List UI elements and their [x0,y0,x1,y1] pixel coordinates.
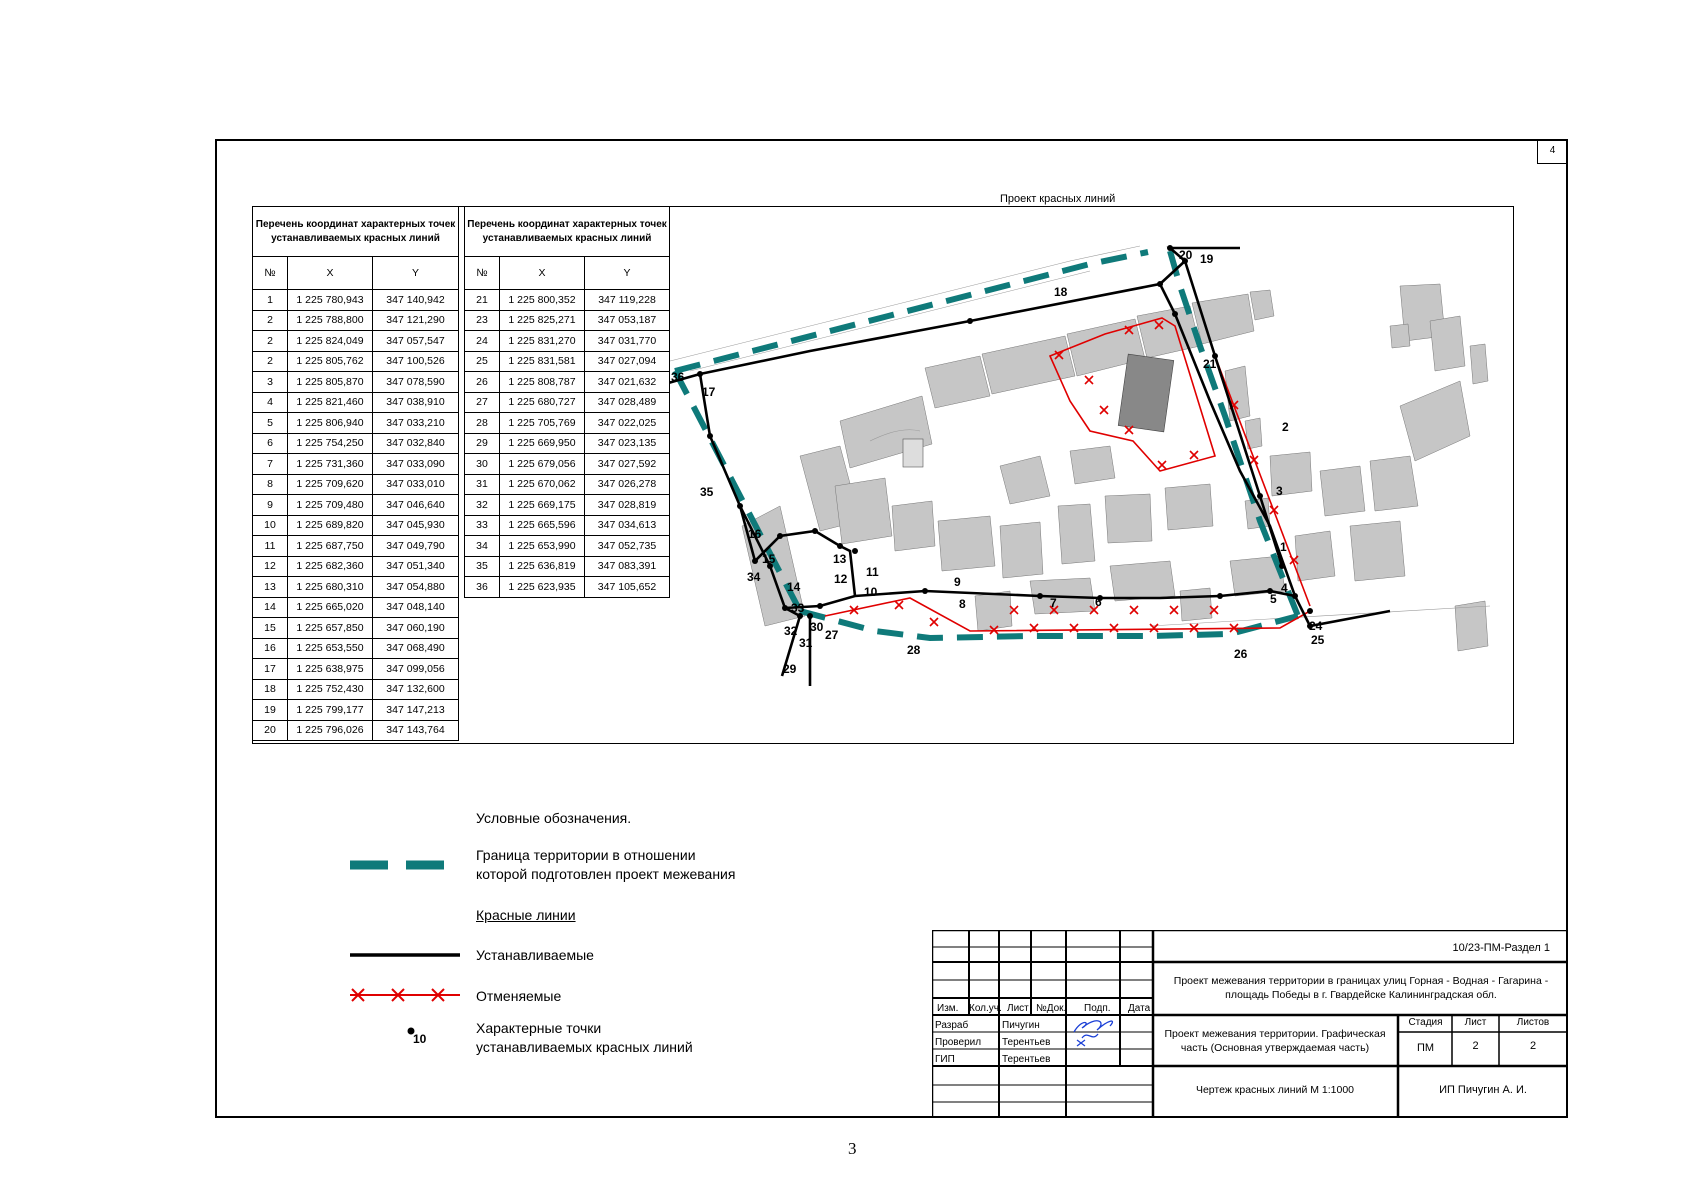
y-coordinate: 347 060,190 [373,618,459,639]
x-coordinate: 1 225 824,049 [288,331,373,352]
y-coordinate: 347 119,228 [585,290,670,311]
y-coordinate: 347 026,278 [585,474,670,495]
y-coordinate: 347 033,010 [373,474,459,495]
y-coordinate: 347 048,140 [373,597,459,618]
point-number: 13 [253,577,288,598]
legend-points-text: Характерные точки устанавливаемых красных линий [476,1020,693,1055]
point-number: 35 [465,556,500,577]
point-label: 3 [1276,484,1283,498]
point-label: 28 [907,643,921,657]
x-coordinate: 1 225 805,762 [288,351,373,372]
point-label: 12 [834,572,848,586]
y-coordinate: 347 021,632 [585,372,670,393]
x-coordinate: 1 225 679,056 [500,454,585,475]
stage-value: ПМ [1416,1042,1435,1054]
col-num: № [465,257,500,290]
table-row [253,433,459,454]
table-row [465,454,670,475]
table-title: Перечень координат характерных точек устанавливаемых красных линий [253,207,459,257]
y-coordinate: 347 038,910 [373,392,459,413]
y-coordinate: 347 023,135 [585,433,670,454]
table-row [253,474,459,495]
table-row [253,618,459,639]
y-coordinate: 347 147,213 [373,700,459,721]
point-number: 6 [253,433,288,454]
table-row [465,556,670,577]
y-coordinate: 347 132,600 [373,679,459,700]
y-coordinate: 347 045,930 [373,515,459,536]
legend-cancelled-symbol [350,987,460,1003]
table-row [253,700,459,721]
table-row [253,392,459,413]
point-number: 5 [253,413,288,434]
x-coordinate: 1 225 680,310 [288,577,373,598]
x-coordinate: 1 225 831,270 [500,331,585,352]
point-number: 32 [465,495,500,516]
hdr-ndok: №Док. [1036,1003,1067,1014]
point-number: 20 [253,720,288,741]
point-number: 8 [253,474,288,495]
point-label: 21 [1203,357,1217,371]
x-coordinate: 1 225 709,620 [288,474,373,495]
y-coordinate: 347 140,942 [373,290,459,311]
x-coordinate: 1 225 796,026 [288,720,373,741]
x-coordinate: 1 225 808,787 [500,372,585,393]
y-coordinate: 347 031,770 [585,331,670,352]
point-number: 21 [465,290,500,311]
table-row [465,290,670,311]
point-label: 17 [702,385,716,399]
x-coordinate: 1 225 800,352 [500,290,585,311]
table-row [253,331,459,352]
x-coordinate: 1 225 623,935 [500,577,585,598]
point-number: 15 [253,618,288,639]
legend-title: Условные обозначения. [476,810,632,826]
hdr-kolych: Кол.уч. [969,1003,1002,1014]
project-title: Проект межевания территории в границах улиц Горная - Водная - Гагарина - площадь Победы в г. Гвардейске Калининградская обл. [1173,975,1549,1001]
y-coordinate: 347 049,790 [373,536,459,557]
y-coordinate: 347 054,880 [373,577,459,598]
page-number: 3 [848,1139,857,1158]
point-label: 8 [959,597,966,611]
point-number: 4 [253,392,288,413]
x-coordinate: 1 225 636,819 [500,556,585,577]
point-label: 29 [783,662,797,676]
table-row [465,433,670,454]
name-checked: Терентьев [1002,1037,1051,1048]
point-number: 16 [253,638,288,659]
col-x: X [500,257,585,290]
role-chief: ГИП [935,1054,955,1065]
table-row [465,515,670,536]
point-number: 27 [465,392,500,413]
point-number: 30 [465,454,500,475]
point-number: 18 [253,679,288,700]
point-label: 11 [866,565,879,579]
y-coordinate: 347 057,547 [373,331,459,352]
point-number: 12 [253,556,288,577]
point-label: 15 [762,552,776,566]
coordinates-table-right [464,206,670,598]
legend-red-lines-heading: Красные линии [476,907,576,923]
point-number: 9 [253,495,288,516]
hdr-data: Дата [1128,1003,1151,1014]
x-coordinate: 1 225 780,943 [288,290,373,311]
table-row [465,372,670,393]
point-label: 6 [1095,595,1102,609]
point-number: 2 [253,310,288,331]
point-label: 14 [787,580,801,594]
point-number: 1 [253,290,288,311]
legend-established-text: Устанавливаемые [476,947,594,963]
table-row [253,454,459,475]
point-number: 34 [465,536,500,557]
point-number: 29 [465,433,500,454]
point-label: 25 [1311,633,1325,647]
point-number: 11 [253,536,288,557]
table-row [253,372,459,393]
point-label: 31 [799,636,813,650]
point-label: 32 [784,624,798,638]
x-coordinate: 1 225 657,850 [288,618,373,639]
x-coordinate: 1 225 680,727 [500,392,585,413]
legend-established-symbol [350,950,460,960]
y-coordinate: 347 083,391 [585,556,670,577]
table-row [465,413,670,434]
point-label: 24 [1309,619,1323,633]
point-label: 4 [1281,581,1288,595]
drawing-part: Проект межевания территории. Графическая часть (Основная утверждаемая часть) [1164,1028,1386,1054]
x-coordinate: 1 225 821,460 [288,392,373,413]
x-coordinate: 1 225 705,769 [500,413,585,434]
x-coordinate: 1 225 665,020 [288,597,373,618]
table-row [253,495,459,516]
table-row [253,597,459,618]
x-coordinate: 1 225 709,480 [288,495,373,516]
point-label: 16 [748,527,762,541]
role-checked: Проверил [935,1037,982,1048]
table-row [465,474,670,495]
point-number: 2 [253,331,288,352]
document-code: 10/23-ПМ-Раздел 1 [1452,942,1550,954]
point-number: 26 [465,372,500,393]
y-coordinate: 347 052,735 [585,536,670,557]
point-number: 7 [253,454,288,475]
x-coordinate: 1 225 687,750 [288,536,373,557]
sheet-value: 2 [1472,1040,1479,1052]
x-coordinate: 1 225 682,360 [288,556,373,577]
sheets-label: Листов [1516,1017,1550,1028]
point-number: 10 [253,515,288,536]
point-number: 14 [253,597,288,618]
x-coordinate: 1 225 653,990 [500,536,585,557]
point-label: 27 [825,628,839,642]
point-label: 33 [791,601,805,615]
point-number: 19 [253,700,288,721]
y-coordinate: 347 033,090 [373,454,459,475]
y-coordinate: 347 032,840 [373,433,459,454]
hdr-podp: Подп. [1084,1003,1111,1014]
table-row [253,515,459,536]
point-label: 10 [864,585,878,599]
y-coordinate: 347 143,764 [373,720,459,741]
table-row [465,577,670,598]
point-label: 36 [671,370,685,384]
point-label: 1 [1280,540,1287,554]
role-develop: Разраб [935,1020,969,1031]
table-row [253,577,459,598]
y-coordinate: 347 033,210 [373,413,459,434]
y-coordinate: 347 027,094 [585,351,670,372]
legend-boundary-text: Граница территории в отношении которой подготовлен проект межевания [476,847,736,882]
name-develop: Пичугин [1002,1020,1040,1031]
y-coordinate: 347 121,290 [373,310,459,331]
drawing-name: Чертеж красных линий М 1:1000 [1195,1084,1355,1096]
y-coordinate: 347 028,489 [585,392,670,413]
y-coordinate: 347 046,640 [373,495,459,516]
point-label: 5 [1270,592,1277,606]
plan-title: Проект красных линий [1000,193,1116,205]
table-row [465,392,670,413]
y-coordinate: 347 105,652 [585,577,670,598]
y-coordinate: 347 027,592 [585,454,670,475]
x-coordinate: 1 225 788,800 [288,310,373,331]
point-label: 26 [1234,647,1248,661]
x-coordinate: 1 225 653,550 [288,638,373,659]
point-number: 24 [465,331,500,352]
point-label: 2 [1282,420,1289,434]
col-y: Y [585,257,670,290]
legend-cancelled-text: Отменяемые [476,988,562,1004]
x-coordinate: 1 225 731,360 [288,454,373,475]
point-label: 9 [954,575,961,589]
point-label: 35 [700,485,714,499]
table-row [253,659,459,680]
col-num: № [253,257,288,290]
y-coordinate: 347 051,340 [373,556,459,577]
red-lines-plan [670,206,1514,744]
point-number: 2 [253,351,288,372]
x-coordinate: 1 225 805,870 [288,372,373,393]
point-label: 34 [747,570,761,584]
stage-label: Стадия [1408,1017,1443,1028]
table-row [465,310,670,331]
col-x: X [288,257,373,290]
point-label: 13 [833,552,847,566]
point-number: 17 [253,659,288,680]
table-row [465,495,670,516]
sheet-number: 4 [1537,140,1567,164]
table-row [253,413,459,434]
point-label: 18 [1054,285,1068,299]
table-row [253,638,459,659]
legend-point-sample: 10 [413,1032,427,1046]
name-chief: Терентьев [1002,1054,1051,1065]
table-row [253,536,459,557]
y-coordinate: 347 099,056 [373,659,459,680]
table-row [253,290,459,311]
point-number: 25 [465,351,500,372]
x-coordinate: 1 225 806,940 [288,413,373,434]
coordinates-table-left [252,206,459,741]
x-coordinate: 1 225 825,271 [500,310,585,331]
point-number: 3 [253,372,288,393]
y-coordinate: 347 034,613 [585,515,670,536]
x-coordinate: 1 225 689,820 [288,515,373,536]
y-coordinate: 347 053,187 [585,310,670,331]
signature-image [1074,1021,1112,1046]
point-label: 30 [810,620,824,634]
table-row [465,536,670,557]
x-coordinate: 1 225 752,430 [288,679,373,700]
table-row [253,679,459,700]
x-coordinate: 1 225 669,175 [500,495,585,516]
point-label: 20 [1179,248,1193,262]
y-coordinate: 347 068,490 [373,638,459,659]
legend-boundary-symbol [350,857,445,873]
organization: ИП Пичугин А. И. [1439,1084,1527,1096]
x-coordinate: 1 225 638,975 [288,659,373,680]
x-coordinate: 1 225 831,581 [500,351,585,372]
point-label: 7 [1050,596,1057,610]
x-coordinate: 1 225 665,596 [500,515,585,536]
y-coordinate: 347 078,590 [373,372,459,393]
table-row [253,351,459,372]
table-row [465,351,670,372]
hdr-izm: Изм. [937,1003,959,1014]
y-coordinate: 347 028,819 [585,495,670,516]
sheets-value: 2 [1529,1040,1537,1052]
sheet-label: Лист [1464,1017,1487,1028]
point-label: 19 [1200,252,1214,266]
point-number: 23 [465,310,500,331]
point-number: 31 [465,474,500,495]
x-coordinate: 1 225 754,250 [288,433,373,454]
col-y: Y [373,257,459,290]
point-number: 33 [465,515,500,536]
table-row [253,720,459,741]
point-number: 36 [465,577,500,598]
table-row [465,331,670,352]
hdr-list: Лист [1007,1003,1029,1014]
point-number: 28 [465,413,500,434]
x-coordinate: 1 225 799,177 [288,700,373,721]
table-row [253,556,459,577]
x-coordinate: 1 225 669,950 [500,433,585,454]
y-coordinate: 347 022,025 [585,413,670,434]
y-coordinate: 347 100,526 [373,351,459,372]
table-title: Перечень координат характерных точек устанавливаемых красных линий [465,207,670,257]
table-row [253,310,459,331]
x-coordinate: 1 225 670,062 [500,474,585,495]
